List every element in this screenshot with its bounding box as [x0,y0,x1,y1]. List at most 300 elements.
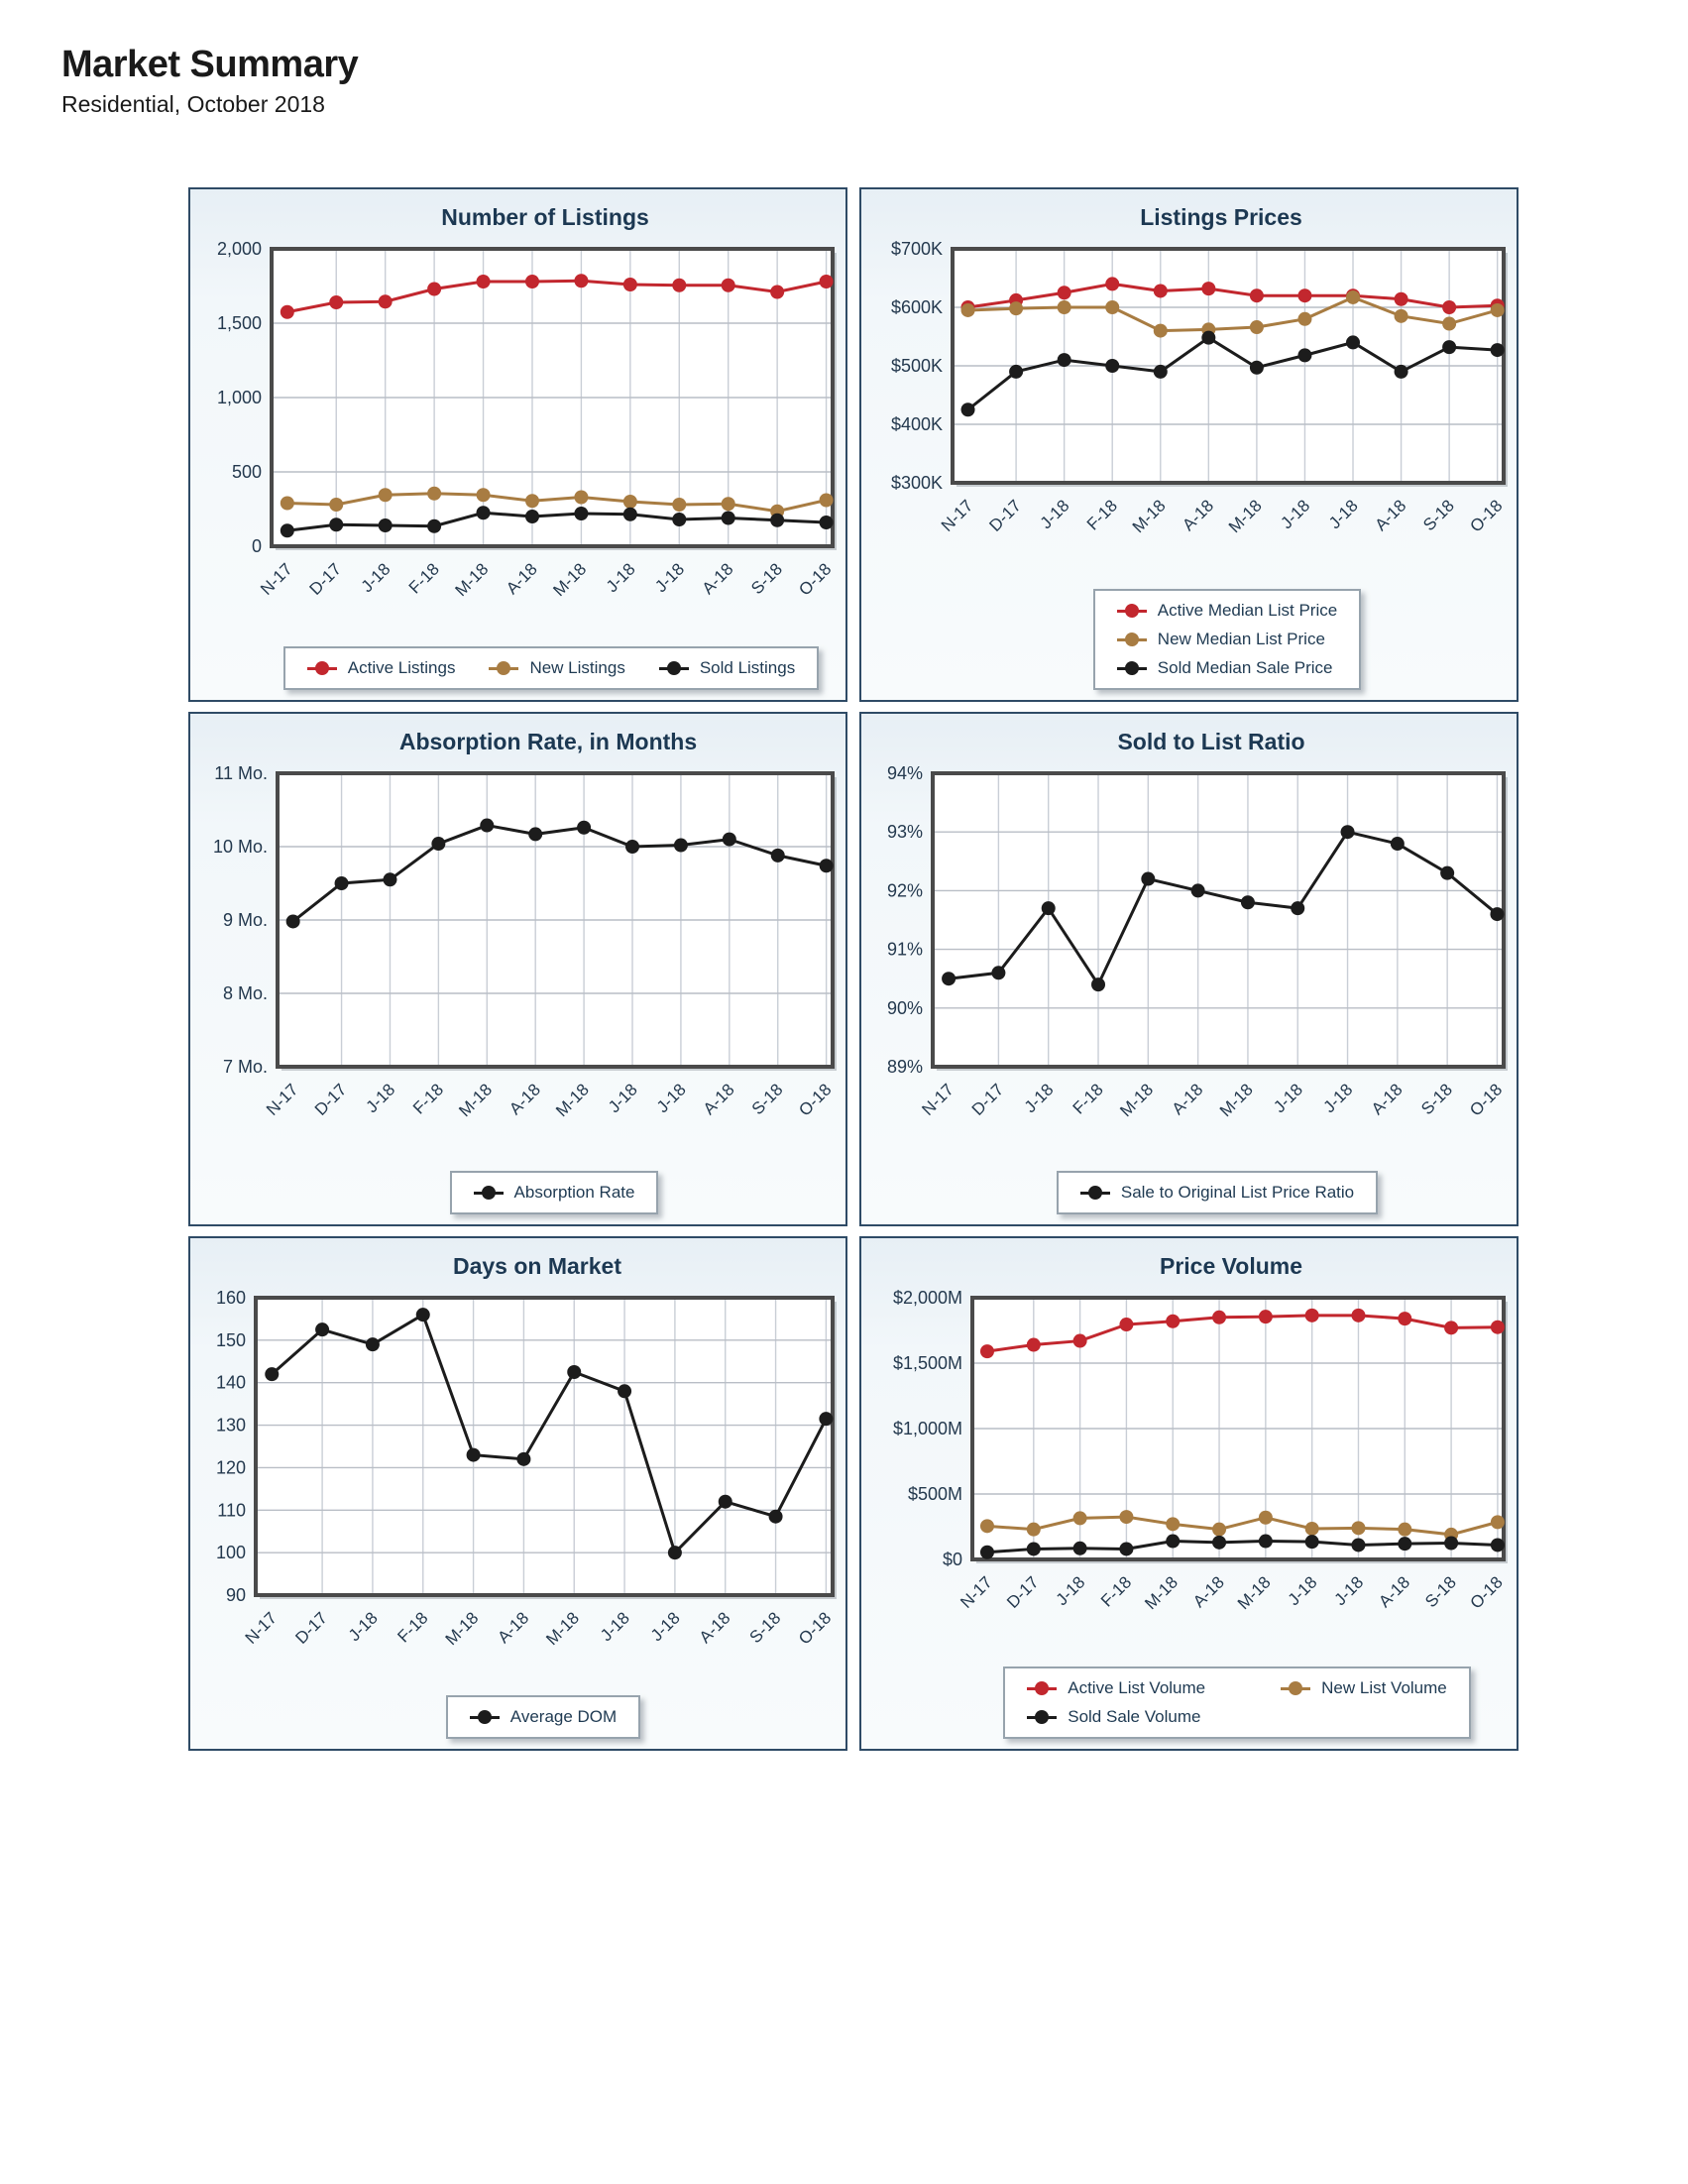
x-tick-label: F-18 [1069,1080,1107,1118]
legend [953,589,1502,690]
x-tick-label: N-17 [257,559,296,599]
y-tick-label: $1,000M [892,1419,962,1438]
data-point-marker [722,279,735,292]
legend-label: Absorption Rate [513,1183,635,1202]
legend-box [1003,1667,1471,1739]
sold-to-list-ratio-line-chart [861,759,1520,1156]
data-point-marker [668,1546,682,1559]
legend-box [1057,1171,1378,1214]
page-subtitle: Residential, October 2018 [61,91,325,117]
legend-item [1281,1678,1447,1698]
legend-marker-icon [1281,1687,1310,1690]
data-point-marker [1351,1521,1365,1535]
y-tick-label: 140 [215,1372,246,1393]
data-point-marker [1395,365,1408,379]
data-point-marker [1250,320,1264,334]
legend-marker-icon [1080,1192,1110,1195]
data-point-marker [574,491,588,505]
data-point-marker [674,839,688,853]
data-point-marker [1491,303,1505,317]
absorption-rate-line-chart [190,759,849,1156]
legend-item [1027,1678,1205,1698]
data-point-marker [820,859,834,872]
x-tick-label: A-18 [506,1080,545,1119]
x-tick-label: S-18 [1419,496,1458,535]
data-point-marker [771,849,785,862]
data-point-marker [1058,286,1071,299]
listings-prices-line-chart [861,235,1520,572]
data-point-marker [980,1344,994,1358]
y-tick-label: 91% [886,939,923,960]
x-tick-label: N-17 [262,1080,302,1119]
x-tick-label: S-18 [747,559,786,599]
y-tick-label: $2,000M [892,1288,962,1308]
data-point-marker [1166,1517,1180,1531]
data-point-marker [1297,288,1311,302]
y-tick-label: 2,000 [216,239,262,259]
data-point-marker [1073,1334,1087,1348]
data-point-marker [1166,1315,1180,1328]
data-point-marker [1346,290,1360,304]
data-point-marker [1154,284,1168,297]
y-tick-label: 1,500 [216,313,262,333]
legend-marker-icon [1027,1687,1057,1690]
data-point-marker [1351,1309,1365,1322]
data-point-marker [1105,277,1119,290]
x-tick-label: J-18 [602,559,639,597]
data-point-marker [1166,1535,1180,1549]
legend-label: Sold Median Sale Price [1157,658,1333,677]
data-point-marker [1491,343,1505,357]
x-tick-label: J-18 [1284,1572,1321,1610]
legend-box [283,646,819,690]
x-tick-label: F-18 [1097,1572,1136,1611]
legend-marker-icon [489,667,518,670]
data-point-marker [1241,895,1255,909]
data-point-marker [942,972,956,985]
x-tick-label: M-18 [1128,496,1170,537]
data-point-marker [567,1365,581,1379]
legend-item [659,658,795,678]
x-tick-label: D-17 [310,1080,351,1119]
data-point-marker [961,303,975,317]
x-tick-label: J-18 [362,1080,399,1117]
y-tick-label: 93% [886,822,923,843]
data-point-marker [1444,1321,1458,1334]
data-point-marker [991,966,1005,979]
x-tick-label: N-17 [241,1608,281,1648]
data-point-marker [315,1322,329,1336]
x-tick-label: F-18 [394,1608,432,1647]
legend-label: New Median List Price [1157,630,1325,648]
data-point-marker [1491,1538,1505,1552]
chart-title: Absorption Rate, in Months [398,729,698,754]
y-tick-label: 10 Mo. [212,837,268,857]
x-tick-label: S-18 [1421,1572,1460,1612]
data-point-marker [1058,300,1071,314]
legend-marker-icon [470,1716,500,1719]
legend-label: Sold Listings [699,658,796,677]
x-tick-label: O-18 [1466,1080,1507,1120]
x-tick-label: F-18 [409,1080,448,1118]
data-point-marker [477,506,491,519]
data-point-marker [1141,872,1155,886]
x-tick-label: J-18 [1319,1080,1357,1117]
y-tick-label: 11 Mo. [214,763,268,783]
data-point-marker [770,514,784,527]
data-point-marker [574,507,588,520]
chart-title: Price Volume [1159,1253,1303,1279]
x-tick-label: A-18 [1168,1080,1207,1119]
chart-panel-price-volume [859,1236,1519,1751]
legend-item [474,1183,635,1203]
legend-label: New List Volume [1321,1678,1447,1697]
data-point-marker [1154,365,1168,379]
data-point-marker [819,1412,833,1426]
x-tick-label: A-18 [698,559,737,599]
data-point-marker [525,275,539,288]
legend-label: Active Median List Price [1157,601,1338,620]
data-point-marker [281,305,294,319]
legend-marker-icon [659,667,689,670]
x-tick-label: J-18 [1036,496,1073,533]
chart-panel-days-on-market [188,1236,847,1751]
data-point-marker [1119,1318,1133,1331]
data-point-marker [722,512,735,525]
data-point-marker [1201,282,1215,295]
data-point-marker [335,876,349,890]
chart-panel-number-of-listings [188,187,847,702]
legend-box [1093,589,1361,690]
legend-label: Average DOM [509,1707,618,1726]
data-point-marker [623,495,637,509]
y-tick-label: $700K [890,239,943,259]
legend-label: Active Listings [347,658,456,677]
y-tick-label: 150 [215,1329,246,1350]
legend-label: Sold Sale Volume [1068,1707,1201,1726]
y-tick-label: 0 [251,536,262,556]
x-tick-label: J-18 [597,1608,633,1646]
data-point-marker [672,513,686,526]
data-point-marker [770,286,784,299]
data-point-marker [1297,348,1311,362]
x-tick-label: F-18 [404,559,443,598]
data-point-marker [574,274,588,287]
data-point-marker [366,1337,380,1351]
legend-marker-icon [1027,1716,1057,1719]
data-point-marker [672,279,686,292]
data-point-marker [1091,977,1105,991]
legend-marker-icon [307,667,337,670]
data-point-marker [1073,1542,1087,1555]
data-point-marker [623,508,637,521]
y-tick-label: 92% [886,880,923,901]
data-point-marker [1398,1312,1411,1325]
data-point-marker [1444,1537,1458,1551]
data-point-marker [265,1367,279,1381]
x-tick-label: F-18 [1082,496,1122,534]
data-point-marker [719,1495,732,1509]
data-point-marker [1105,359,1119,373]
y-tick-label: 90% [886,997,923,1018]
data-point-marker [1442,340,1456,354]
y-tick-label: 110 [217,1500,246,1521]
legend-label: Sale to Original List Price Ratio [1120,1183,1355,1202]
data-point-marker [1027,1523,1041,1537]
chart-panel-sold-to-list-ratio [859,712,1519,1226]
x-tick-label: J-18 [357,559,394,597]
x-tick-label: A-18 [1189,1572,1228,1612]
x-tick-label: D-17 [305,559,346,599]
x-tick-label: M-18 [451,559,493,601]
chart-panel-absorption-rate [188,712,847,1226]
data-point-marker [281,523,294,537]
data-point-marker [1009,301,1023,315]
data-point-marker [769,1510,783,1524]
data-point-marker [1058,353,1071,367]
data-point-marker [980,1546,994,1559]
y-tick-label: 90 [225,1585,246,1605]
y-tick-label: $500K [890,356,943,376]
x-tick-label: A-18 [699,1080,738,1119]
x-tick-label: S-18 [745,1608,785,1648]
data-point-marker [1105,300,1119,314]
y-tick-label: 130 [215,1415,246,1436]
data-point-marker [286,914,300,928]
x-tick-label: M-18 [542,1608,584,1650]
data-point-marker [1042,901,1056,915]
legend [278,1171,831,1214]
data-point-marker [1391,837,1405,851]
x-tick-label: O-18 [1466,496,1507,536]
x-tick-label: J-18 [1277,496,1314,533]
legend [272,646,831,690]
legend-item [489,658,624,678]
y-tick-label: 89% [886,1057,923,1077]
data-point-marker [1201,331,1215,345]
y-tick-label: $400K [890,414,943,434]
legend-marker-icon [474,1192,504,1195]
x-tick-label: J-18 [1325,496,1362,533]
data-point-marker [1398,1537,1411,1551]
x-tick-label: M-18 [552,1080,593,1121]
data-point-marker [1291,901,1304,915]
data-point-marker [618,1384,631,1398]
price-volume-line-chart [861,1284,1520,1649]
data-point-marker [379,488,393,502]
data-point-marker [1395,292,1408,306]
legend [972,1667,1502,1739]
x-tick-label: D-17 [985,496,1025,535]
legend-label: Active List Volume [1068,1678,1206,1697]
data-point-marker [329,295,343,309]
data-point-marker [1027,1542,1041,1555]
data-point-marker [1491,1321,1505,1334]
y-tick-label: $600K [890,297,943,317]
y-tick-label: 120 [215,1457,246,1478]
data-point-marker [516,1452,530,1466]
x-tick-label: O-18 [795,559,836,600]
y-tick-label: 160 [215,1288,246,1308]
x-tick-label: A-18 [1371,496,1410,535]
chart-title: Number of Listings [441,204,649,230]
data-point-marker [1212,1523,1226,1537]
legend-marker-icon [1117,667,1147,670]
chart-title: Days on Market [452,1253,621,1279]
x-tick-label: J-18 [344,1608,382,1646]
x-tick-label: J-18 [1052,1572,1089,1610]
data-point-marker [1259,1310,1273,1323]
data-point-marker [1009,365,1023,379]
data-point-marker [1154,324,1168,338]
data-point-marker [1297,312,1311,326]
data-point-marker [820,494,834,508]
days-on-market-line-chart [190,1284,849,1684]
x-tick-label: M-18 [1116,1080,1158,1121]
data-point-marker [281,497,294,511]
legend-item [1080,1183,1354,1203]
number-of-listings-line-chart [190,235,849,635]
legend [256,1695,831,1739]
x-tick-label: N-17 [957,1572,996,1612]
data-point-marker [427,283,441,296]
x-tick-label: A-18 [494,1608,533,1648]
data-point-marker [820,516,834,529]
data-point-marker [1212,1536,1226,1550]
x-tick-label: D-17 [1003,1572,1043,1612]
x-tick-label: N-17 [918,1080,957,1119]
legend-item [1117,601,1337,621]
legend-marker-icon [1117,638,1147,641]
y-tick-label: 9 Mo. [222,910,268,930]
x-tick-label: A-18 [1367,1080,1407,1119]
report-header [61,44,358,118]
y-tick-label: $300K [890,473,943,493]
data-point-marker [477,275,491,288]
data-point-marker [577,821,591,835]
x-tick-label: D-17 [291,1608,331,1648]
data-point-marker [379,518,393,532]
legend-box [446,1695,640,1739]
x-tick-label: A-18 [1375,1572,1414,1612]
data-point-marker [427,519,441,533]
page-title: Market Summary [61,44,359,85]
x-tick-label: M-18 [1224,496,1266,537]
data-point-marker [672,498,686,512]
chart-panel-listings-prices [859,187,1519,702]
data-point-marker [1351,1538,1365,1552]
data-point-marker [467,1448,481,1462]
data-point-marker [427,487,441,501]
data-point-marker [525,494,539,508]
data-point-marker [961,402,975,416]
y-tick-label: $0 [942,1550,962,1569]
data-point-marker [623,278,637,291]
x-tick-label: J-18 [652,1080,690,1117]
legend-item [1117,630,1325,649]
x-tick-label: O-18 [1466,1572,1507,1613]
x-tick-label: M-18 [1141,1572,1182,1614]
x-tick-label: A-18 [502,559,541,599]
legend-item [1117,658,1333,678]
y-tick-label: $1,500M [892,1353,962,1373]
data-point-marker [1341,825,1355,839]
x-tick-label: M-18 [1215,1080,1257,1121]
x-tick-label: M-18 [549,559,591,601]
data-point-marker [1442,317,1456,331]
data-point-marker [1305,1535,1319,1549]
y-tick-label: 1,000 [216,388,262,407]
data-point-marker [722,497,735,511]
legend-marker-icon [1117,610,1147,613]
x-tick-label: M-18 [455,1080,497,1121]
data-point-marker [329,517,343,531]
data-point-marker [1259,1535,1273,1549]
data-point-marker [1119,1510,1133,1524]
y-tick-label: 7 Mo. [222,1057,268,1077]
data-point-marker [1073,1511,1087,1525]
y-tick-label: 100 [215,1543,246,1563]
y-tick-label: 8 Mo. [222,983,268,1003]
x-tick-label: J-18 [646,1608,684,1646]
data-point-marker [1119,1542,1133,1555]
legend [933,1171,1502,1214]
data-point-marker [625,840,639,854]
y-tick-label: 500 [231,462,262,482]
x-tick-label: S-18 [747,1080,787,1119]
x-tick-label: J-18 [651,559,689,597]
data-point-marker [1027,1338,1041,1352]
data-point-marker [379,294,393,308]
data-point-marker [480,819,494,833]
legend-item [307,658,456,678]
chart-title: Sold to List Ratio [1117,729,1305,754]
data-point-marker [525,510,539,523]
x-tick-label: S-18 [1417,1080,1456,1119]
chart-title: Listings Prices [1140,204,1302,230]
legend-item [1027,1707,1200,1727]
legend-item [470,1707,617,1727]
data-point-marker [1346,335,1360,349]
data-point-marker [820,275,834,288]
x-tick-label: J-18 [1270,1080,1307,1117]
data-point-marker [1491,1515,1505,1529]
x-tick-label: M-18 [441,1608,483,1650]
data-point-marker [723,833,736,847]
x-tick-label: O-18 [795,1080,836,1120]
legend-box [450,1171,659,1214]
y-tick-label: $500M [907,1484,962,1504]
data-point-marker [383,872,396,886]
x-tick-label: O-18 [795,1608,836,1649]
data-point-marker [1191,883,1205,897]
data-point-marker [1395,309,1408,323]
data-point-marker [431,837,445,851]
x-tick-label: D-17 [967,1080,1008,1119]
x-tick-label: J-18 [1330,1572,1368,1610]
data-point-marker [1398,1523,1411,1537]
data-point-marker [1490,907,1504,921]
data-point-marker [1305,1522,1319,1536]
data-point-marker [980,1519,994,1533]
data-point-marker [477,488,491,502]
y-tick-label: 94% [886,763,923,783]
data-point-marker [1440,866,1454,880]
data-point-marker [1442,300,1456,314]
x-tick-label: A-18 [695,1608,734,1648]
data-point-marker [1212,1311,1226,1324]
data-point-marker [1250,361,1264,375]
